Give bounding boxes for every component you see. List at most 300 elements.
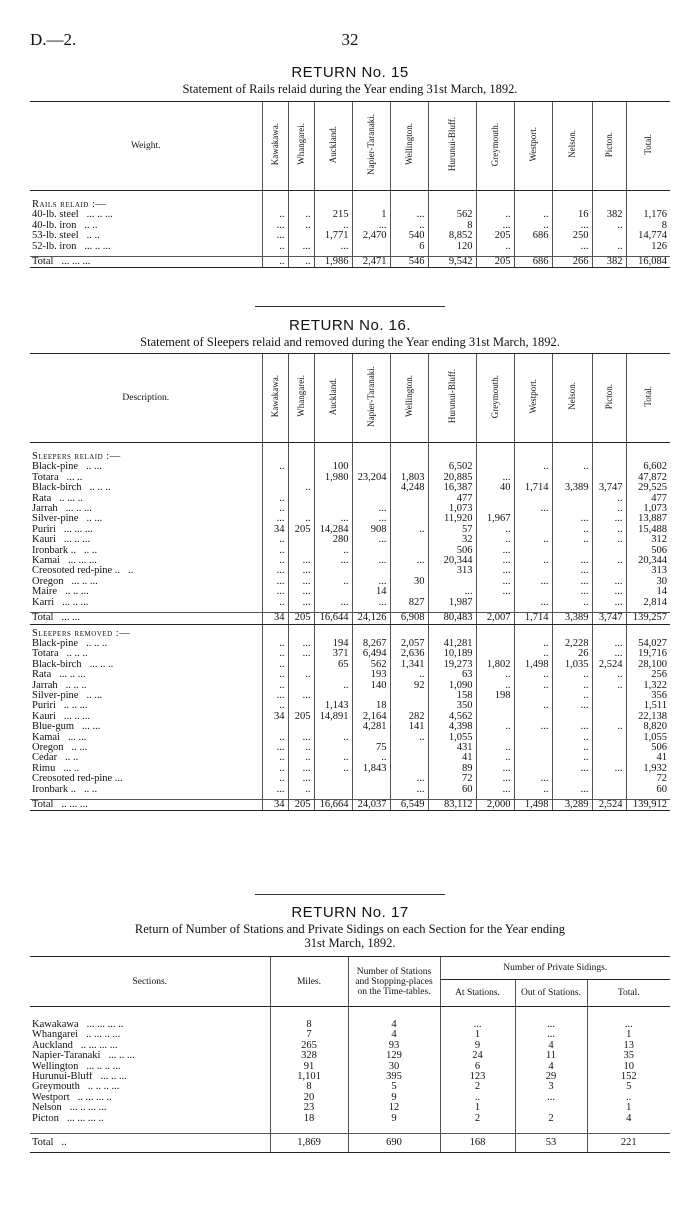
return-17-subtitle-line2: 31st March, 1892. <box>304 936 396 950</box>
value-cell: .. <box>262 504 288 514</box>
value-cell: .. <box>314 577 352 587</box>
column-header-text: Whangarei. <box>295 123 306 166</box>
value-cell: 93 <box>348 1041 440 1051</box>
empty-cell <box>476 200 514 210</box>
table-row <box>30 701 670 711</box>
value-cell: ... <box>592 649 626 659</box>
leader-dots: .. ... ... <box>61 799 88 810</box>
value-cell: .. <box>262 774 288 784</box>
table-row <box>30 753 670 763</box>
value-cell <box>288 722 314 732</box>
value-cell: .. <box>262 753 288 763</box>
value-cell <box>390 535 428 545</box>
row-label-cell <box>30 1082 270 1092</box>
value-cell <box>352 566 390 576</box>
value-cell: ... <box>352 535 390 545</box>
value-cell: 6,602 <box>626 462 670 472</box>
value-cell <box>390 504 428 514</box>
value-cell: 6 <box>440 1062 515 1072</box>
row-label: Puriri <box>32 524 56 535</box>
row-label-cell <box>30 1051 270 1061</box>
empty-cell <box>352 443 390 453</box>
value-cell: ... <box>515 1030 587 1040</box>
value-cell <box>476 504 514 514</box>
value-cell: ... <box>592 587 626 597</box>
value-cell: 4,248 <box>390 483 428 493</box>
empty-cell <box>552 191 592 201</box>
value-cell: 221 <box>587 1134 670 1153</box>
value-cell: 1,843 <box>352 764 390 774</box>
value-cell: .. <box>552 670 592 680</box>
value-cell: ... <box>428 587 476 597</box>
value-cell: ... <box>262 743 288 753</box>
leader-dots: .. .. <box>84 784 98 795</box>
value-cell <box>592 753 626 763</box>
empty-cell <box>390 443 428 453</box>
leader-dots: .. ... ... .. <box>77 1092 112 1103</box>
value-cell: .. <box>288 785 314 795</box>
value-cell <box>352 733 390 743</box>
row-label: Total <box>32 612 54 624</box>
value-cell: .. <box>552 743 592 753</box>
value-cell: ... <box>592 598 626 608</box>
value-cell: 12 <box>348 1103 440 1113</box>
value-cell: ... <box>514 504 552 514</box>
value-cell <box>288 231 314 241</box>
value-cell: 4 <box>348 1030 440 1040</box>
value-cell: 1,073 <box>626 504 670 514</box>
value-cell <box>314 494 352 504</box>
value-cell: ... <box>288 774 314 784</box>
value-cell: ... <box>476 785 514 795</box>
row-label-cell <box>30 712 262 722</box>
empty-cell <box>515 1124 587 1134</box>
value-cell <box>428 577 476 587</box>
row-label-cell <box>30 483 262 493</box>
value-cell: 63 <box>428 670 476 680</box>
column-header-text: Greymouth. <box>489 122 500 166</box>
value-cell: .. <box>476 743 514 753</box>
value-cell: 9 <box>348 1093 440 1103</box>
value-cell: ... <box>476 556 514 566</box>
value-cell: 3 <box>515 1082 587 1092</box>
value-cell: ... <box>352 514 390 524</box>
value-cell: ... <box>514 722 552 732</box>
leader-dots: .. ... <box>71 742 88 753</box>
value-cell: 1,055 <box>428 733 476 743</box>
column-header: Sections. <box>30 957 270 1007</box>
row-label: Nelson <box>32 1103 62 1114</box>
leader-dots: ... .. ... <box>63 711 91 722</box>
value-cell: .. <box>514 649 552 659</box>
return-17-subtitle-line1: Return of Number of Stations and Private Sidings on each Section for the Year ending <box>134 922 566 936</box>
value-cell: 16,664 <box>314 800 352 811</box>
value-cell: ... <box>262 587 288 597</box>
value-cell <box>352 546 390 556</box>
empty-cell <box>476 443 514 453</box>
empty-cell <box>592 200 626 210</box>
value-cell: 1,980 <box>314 473 352 483</box>
value-cell <box>390 753 428 763</box>
value-cell: ... <box>552 785 592 795</box>
value-cell: ... <box>476 221 514 231</box>
value-cell: .. <box>514 670 552 680</box>
value-cell <box>592 701 626 711</box>
leader-dots: ... .. ... <box>84 241 111 252</box>
value-cell: 4 <box>515 1062 587 1072</box>
value-cell: 34 <box>262 525 288 535</box>
value-cell <box>476 649 514 659</box>
total-row <box>30 257 670 268</box>
value-cell: ... <box>476 587 514 597</box>
value-cell: .. <box>592 504 626 514</box>
empty-cell <box>262 200 288 210</box>
value-cell: 2,636 <box>390 649 428 659</box>
value-cell <box>352 785 390 795</box>
table-row <box>30 210 670 220</box>
row-label-cell <box>30 722 262 732</box>
empty-cell <box>352 452 390 462</box>
value-cell: 60 <box>626 785 670 795</box>
value-cell: 10 <box>587 1062 670 1072</box>
empty-cell <box>428 443 476 453</box>
value-cell: 40 <box>476 483 514 493</box>
empty-cell <box>587 1007 670 1017</box>
value-cell: 23,204 <box>352 473 390 483</box>
value-cell: 8 <box>270 1082 348 1092</box>
value-cell: 11 <box>515 1051 587 1061</box>
row-label-cell <box>30 556 262 566</box>
value-cell: 140 <box>352 681 390 691</box>
value-cell: .. <box>592 722 626 732</box>
column-header <box>626 354 670 443</box>
value-cell: 371 <box>314 649 352 659</box>
value-cell: ... <box>352 221 390 231</box>
group-heading-row <box>30 452 670 462</box>
value-cell <box>390 566 428 576</box>
leader-dots: ... .. ... ... <box>69 1103 107 1114</box>
row-label: Hurunui-Bluff <box>32 1072 93 1083</box>
row-label: Kamai <box>32 556 60 567</box>
value-cell <box>390 462 428 472</box>
value-cell: 282 <box>390 712 428 722</box>
value-cell: 2 <box>515 1114 587 1124</box>
column-header <box>592 102 626 191</box>
value-cell: ... <box>390 556 428 566</box>
value-cell: .. <box>314 753 352 763</box>
leader-dots: ... .. ... <box>63 535 91 546</box>
value-cell <box>262 722 288 732</box>
value-cell <box>592 785 626 795</box>
value-cell: .. <box>314 733 352 743</box>
value-cell <box>592 733 626 743</box>
row-label: 53-lb. steel <box>32 231 79 242</box>
row-label-cell <box>30 504 262 514</box>
value-cell: 4 <box>348 1020 440 1030</box>
row-label: Kauri <box>32 711 56 722</box>
leader-dots: ... ... <box>82 722 101 733</box>
column-header: Number of Stations and Stopping-places on the Time-tables. <box>348 957 440 1007</box>
column-header-text: Total. <box>643 133 654 155</box>
value-cell: 1,714 <box>514 613 552 624</box>
value-cell: .. <box>592 242 626 252</box>
value-cell: ... <box>552 242 592 252</box>
row-label: Oregon <box>32 576 64 587</box>
value-cell: 477 <box>626 494 670 504</box>
value-cell: .. <box>514 210 552 220</box>
value-cell <box>314 691 352 701</box>
value-cell: 120 <box>428 242 476 252</box>
value-cell: 91 <box>270 1062 348 1072</box>
empty-cell <box>352 191 390 201</box>
leader-dots: .. .. .. <box>86 638 108 649</box>
value-cell: 34 <box>262 613 288 624</box>
value-cell <box>262 483 288 493</box>
empty-cell <box>30 191 262 201</box>
empty-cell <box>314 443 352 453</box>
row-label-cell <box>30 1020 270 1030</box>
empty-cell <box>552 443 592 453</box>
value-cell: 16,387 <box>428 483 476 493</box>
leader-dots: ... .. ... <box>86 210 113 221</box>
value-cell <box>262 473 288 483</box>
row-label-cell <box>30 660 262 670</box>
table-row <box>30 1082 670 1092</box>
column-header <box>514 102 552 191</box>
value-cell: 13 <box>587 1041 670 1051</box>
empty-cell <box>428 629 476 639</box>
table-row <box>30 556 670 566</box>
value-cell <box>352 242 390 252</box>
return-15-title: RETURN No. 15 <box>291 64 409 81</box>
value-cell: .. <box>288 514 314 524</box>
table-row <box>30 221 670 231</box>
row-label-cell <box>30 210 262 220</box>
spacer-row <box>30 191 670 201</box>
total-row <box>30 1134 670 1153</box>
value-cell: .. <box>552 691 592 701</box>
empty-cell <box>30 443 262 453</box>
value-cell: 34 <box>262 712 288 722</box>
value-cell: 205 <box>288 800 314 811</box>
table-row <box>30 670 670 680</box>
value-cell: ... <box>476 566 514 576</box>
empty-cell <box>390 200 428 210</box>
empty-cell <box>514 452 552 462</box>
value-cell <box>352 462 390 472</box>
column-header <box>288 102 314 191</box>
return-16-subtitle: Statement of Sleepers relaid and removed during the Year ending 31st March, 1892. <box>140 335 560 349</box>
value-cell: ... <box>552 556 592 566</box>
column-header <box>592 354 626 443</box>
value-cell <box>314 670 352 680</box>
row-label: Picton <box>32 1113 59 1124</box>
return-15-subtitle: Statement of Rails relaid during the Year ending 31st March, 1892. <box>182 82 518 96</box>
value-cell <box>476 712 514 722</box>
table-row <box>30 577 670 587</box>
value-cell <box>390 514 428 524</box>
row-label: Kamai <box>32 732 60 743</box>
value-cell: 1 <box>587 1103 670 1113</box>
empty-cell <box>428 200 476 210</box>
value-cell: .. <box>262 494 288 504</box>
spacer-row <box>30 1124 670 1134</box>
value-cell <box>514 525 552 535</box>
value-cell: ... <box>314 242 352 252</box>
value-cell: 19,716 <box>626 649 670 659</box>
leader-dots: ... .. <box>66 472 83 483</box>
row-label: 40-lb. steel <box>32 210 79 221</box>
empty-cell <box>552 200 592 210</box>
value-cell: .. <box>262 649 288 659</box>
section-divider <box>255 894 445 895</box>
value-cell: 193 <box>352 670 390 680</box>
row-label-cell <box>30 462 262 472</box>
leader-dots: ... .. .. <box>89 659 114 670</box>
value-cell: 827 <box>390 598 428 608</box>
row-label-cell <box>30 743 262 753</box>
value-cell: .. <box>262 681 288 691</box>
leader-dots: ... ... ... .. <box>66 1113 104 1124</box>
value-cell: ... <box>288 566 314 576</box>
empty-cell <box>262 629 288 639</box>
value-cell: 562 <box>352 660 390 670</box>
value-cell: 53 <box>515 1134 587 1153</box>
value-cell: 5 <box>348 1082 440 1092</box>
row-label-cell <box>30 649 262 659</box>
empty-cell <box>30 1007 270 1017</box>
value-cell: 72 <box>626 774 670 784</box>
value-cell: 15,488 <box>626 525 670 535</box>
empty-cell <box>440 1007 515 1017</box>
value-cell: 3,389 <box>552 483 592 493</box>
value-cell: ... <box>288 242 314 252</box>
value-cell <box>514 733 552 743</box>
row-label-cell <box>30 587 262 597</box>
column-header-label: Description. <box>30 354 262 443</box>
column-header <box>428 354 476 443</box>
value-cell: 20 <box>270 1093 348 1103</box>
column-header <box>476 102 514 191</box>
value-cell: 1,073 <box>428 504 476 514</box>
value-cell: .. <box>476 525 514 535</box>
column-header-text: Napier-Taranaki. <box>365 113 376 175</box>
column-header <box>352 102 390 191</box>
table-row <box>30 733 670 743</box>
leader-dots: .. .. .. <box>89 483 111 494</box>
row-label: 40-lb. iron <box>32 220 77 231</box>
row-label: Rata <box>32 493 52 504</box>
empty-cell <box>514 443 552 453</box>
column-header-text: Westport. <box>527 127 538 162</box>
leader-dots: .. .. .. <box>66 649 88 660</box>
column-header-text: Westport. <box>527 379 538 414</box>
value-cell: .. <box>262 598 288 608</box>
value-cell: 14,284 <box>314 525 352 535</box>
value-cell: 6,549 <box>390 800 428 811</box>
leader-dots: ... .. ... <box>108 1051 135 1062</box>
value-cell: ... <box>288 764 314 774</box>
value-cell: ... <box>592 639 626 649</box>
value-cell: 431 <box>428 743 476 753</box>
value-cell <box>514 691 552 701</box>
value-cell: ... <box>352 556 390 566</box>
value-cell: 686 <box>514 231 552 241</box>
value-cell: .. <box>592 556 626 566</box>
value-cell: 168 <box>440 1134 515 1153</box>
row-label-cell <box>30 494 262 504</box>
row-label: Kauri <box>32 535 56 546</box>
leader-dots: ... ... ... .. <box>86 1020 124 1030</box>
table-row <box>30 785 670 795</box>
value-cell: 14,891 <box>314 712 352 722</box>
value-cell <box>314 774 352 784</box>
leader-dots: .. <box>61 1136 67 1148</box>
column-header <box>626 102 670 191</box>
empty-cell <box>592 452 626 462</box>
column-header-text: Auckland. <box>327 377 338 415</box>
value-cell: .. <box>592 525 626 535</box>
value-cell <box>288 546 314 556</box>
column-header-text: Nelson. <box>566 130 577 159</box>
value-cell: .. <box>262 462 288 472</box>
value-cell: .. <box>262 535 288 545</box>
value-cell: .. <box>552 462 592 472</box>
section-divider <box>255 306 445 307</box>
leader-dots: .. .. .. ... <box>87 1082 120 1093</box>
value-cell <box>390 743 428 753</box>
value-cell: 54,027 <box>626 639 670 649</box>
row-label-cell <box>30 535 262 545</box>
value-cell: 20,344 <box>428 556 476 566</box>
leader-dots: .. .. <box>86 231 100 242</box>
group-heading: Sleepers removed :— <box>32 628 131 639</box>
column-header: At Stations. <box>440 980 515 1007</box>
row-label-cell <box>30 473 262 483</box>
value-cell: ... <box>552 701 592 711</box>
value-cell: ... <box>592 577 626 587</box>
value-cell: 1,771 <box>314 231 352 241</box>
value-cell: 75 <box>352 743 390 753</box>
value-cell: 34 <box>262 800 288 811</box>
empty-cell <box>348 1124 440 1134</box>
value-cell: ... <box>515 1020 587 1030</box>
leader-dots: .. ... <box>86 514 103 525</box>
value-cell: 32 <box>428 535 476 545</box>
row-label: Kawakawa <box>32 1020 79 1030</box>
leader-dots: ... .. ... <box>62 597 89 608</box>
value-cell: .. <box>552 525 592 535</box>
empty-cell <box>626 443 670 453</box>
spacer-row <box>30 1007 670 1017</box>
value-cell: ... <box>552 566 592 576</box>
total-row <box>30 613 670 624</box>
value-cell: 19,273 <box>428 660 476 670</box>
value-cell: .. <box>514 785 552 795</box>
leader-dots: .. ... ... ... <box>80 1040 118 1051</box>
value-cell: 562 <box>428 210 476 220</box>
empty-cell <box>476 191 514 201</box>
value-cell: 47,872 <box>626 473 670 483</box>
value-cell: 10,189 <box>428 649 476 659</box>
value-cell <box>592 473 626 483</box>
empty-cell <box>352 200 390 210</box>
row-label: Silver-pine <box>32 514 79 525</box>
value-cell: 506 <box>626 546 670 556</box>
value-cell: .. <box>262 257 288 268</box>
row-label: Rimu <box>32 763 56 774</box>
row-label: Black-pine <box>32 638 79 649</box>
